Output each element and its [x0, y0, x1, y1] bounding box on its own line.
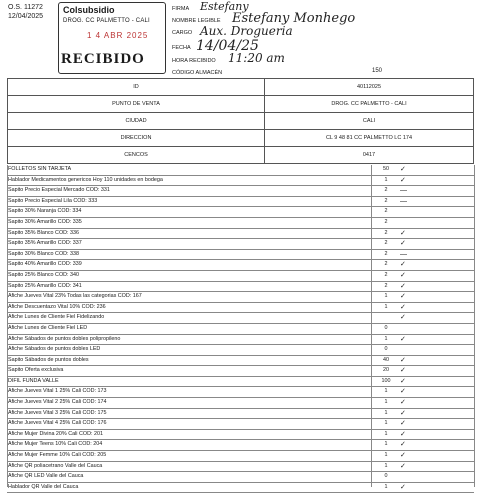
item-name: Sapito Oferta exclusiva: [8, 367, 64, 374]
firma-value: Estefany: [200, 0, 249, 13]
item-quantity: 2: [384, 197, 388, 204]
item-name: Afiche QR LED Valle del Cauca: [8, 473, 84, 480]
check-mark-icon: ✓: [400, 409, 406, 417]
item-name: Sapito 30% Blanco COD: 338: [8, 250, 80, 257]
check-mark-icon: ✓: [400, 229, 406, 237]
item-quantity: 2: [384, 218, 388, 225]
check-mark-icon: ✓: [400, 176, 406, 184]
check-mark-icon: ✓: [400, 335, 406, 343]
list-item: [7, 207, 474, 218]
reception-stamp: [58, 2, 166, 74]
table-label: CENCOS: [8, 147, 265, 164]
item-quantity: 1: [384, 303, 388, 310]
list-item: [7, 387, 474, 398]
check-mark-icon: ✓: [400, 420, 406, 428]
list-item: [7, 303, 474, 314]
item-name: Afiche Lunes de Cliente Fiel LED: [8, 324, 88, 331]
item-quantity: 50: [383, 166, 389, 172]
item-quantity: 0: [384, 324, 388, 331]
check-mark-icon: ✓: [400, 166, 406, 173]
table-row: [8, 113, 474, 130]
list-item: [7, 366, 474, 377]
hora-label: HORA RECIBIDO: [172, 58, 216, 64]
table-label: ID: [8, 79, 265, 96]
almacen-label: CÓDIGO ALMACÉN: [172, 70, 223, 76]
material-list: [7, 165, 474, 493]
item-name: Sapito Sábados de puntos dobles: [8, 356, 89, 363]
table-value: 40112025: [265, 79, 474, 96]
list-item: [7, 419, 474, 430]
item-name: Sapito Precio Especial Lila COD: 333: [8, 197, 98, 204]
item-quantity: 1: [384, 420, 388, 427]
check-mark-icon: ✓: [400, 282, 406, 290]
cargo-value: Aux. Drogueria: [200, 24, 293, 38]
list-item: [7, 250, 474, 261]
item-quantity: 1: [384, 483, 388, 490]
list-item: [7, 483, 474, 493]
list-item: [7, 409, 474, 420]
item-quantity: 100: [381, 377, 391, 384]
list-border-right: [474, 165, 475, 487]
item-name: Hablador Medicamentos genericos Hoy 110 unidades en bodega: [8, 176, 163, 183]
list-item: [7, 472, 474, 483]
list-item: [7, 292, 474, 303]
list-item: [7, 260, 474, 271]
item-name: Sapito Precio Especial Mercado COD: 331: [8, 187, 110, 194]
list-item: [7, 186, 474, 197]
check-mark-icon: ✓: [400, 261, 406, 269]
order-number: O.S. 11272: [8, 4, 43, 11]
item-name: Afiche Sábados de puntos dobles polipropileno: [8, 335, 121, 342]
item-quantity: 1: [384, 452, 388, 459]
item-name: Afiche Descuentazo Vital 10% COD: 236: [8, 303, 106, 310]
list-item: [7, 451, 474, 462]
check-mark-icon: ✓: [400, 293, 406, 301]
list-item: [7, 356, 474, 367]
check-mark-icon: —: [400, 197, 407, 205]
item-name: Afiche Mujer Teens 10% Cali COD: 204: [8, 441, 103, 448]
fecha-label: FECHA: [172, 45, 191, 51]
firma-label: FIRMA: [172, 6, 190, 12]
item-quantity: 1: [384, 430, 388, 437]
item-name: Afiche Mujer Femme 10% Cali COD: 205: [8, 452, 107, 459]
list-item: [7, 324, 474, 335]
cargo-label: CARGO: [172, 30, 193, 36]
list-item: [7, 165, 474, 176]
list-item: [7, 197, 474, 208]
check-mark-icon: ✓: [400, 462, 406, 470]
list-item: [7, 271, 474, 282]
hora-value: 11:20 am: [228, 51, 285, 65]
item-quantity: 40: [383, 356, 389, 363]
check-mark-icon: ✓: [400, 399, 406, 407]
table-label: DIRECCION: [8, 130, 265, 147]
item-quantity: 1: [384, 335, 388, 342]
item-quantity: 1: [384, 409, 388, 416]
nombre-value: Estefany Monhego: [232, 11, 356, 26]
item-quantity: 2: [384, 250, 388, 257]
item-name: Afiche Jueves Vital 23% Todas las categorias COD: 167: [8, 293, 142, 300]
check-mark-icon: —: [400, 250, 407, 258]
table-row: [8, 96, 474, 113]
table-value: CL 9 48 81 CC PALMETTO LC 174: [265, 130, 474, 147]
stamp-brand: Colsubsidio: [63, 5, 115, 15]
item-quantity: 1: [384, 388, 388, 395]
item-name: Sapito 35% Amarillo COD: 337: [8, 240, 82, 247]
item-quantity: 20: [383, 367, 389, 374]
item-quantity: 1: [384, 462, 388, 469]
list-item: [7, 345, 474, 356]
check-mark-icon: ✓: [400, 314, 406, 322]
check-mark-icon: ✓: [400, 356, 406, 364]
item-name: FOLLETOS SIN TARJETA: [8, 166, 72, 172]
item-name: Hablador QR Valle del Cauca: [8, 483, 79, 490]
table-label: PUNTO DE VENTA: [8, 96, 265, 113]
check-mark-icon: ✓: [400, 240, 406, 248]
list-item: [7, 218, 474, 229]
fecha-value: 14/04/25: [196, 38, 259, 54]
check-mark-icon: ✓: [400, 483, 406, 491]
item-name: Afiche Lunes de Cliente Fiel Fidelizando: [8, 314, 105, 321]
list-item: [7, 377, 474, 388]
item-quantity: 2: [384, 208, 388, 215]
order-date: 12/04/2025: [8, 13, 44, 20]
item-quantity: 1: [384, 293, 388, 300]
table-value: CALI: [265, 113, 474, 130]
item-name: Sapito 30% Naranja COD: 334: [8, 208, 82, 215]
item-name: Sapito 40% Amarillo COD: 339: [8, 261, 82, 268]
stamp-date: 1 4 ABR 2025: [87, 31, 149, 40]
item-name: Afiche Mujer Divina 20% Cali COD: 201: [8, 430, 103, 437]
check-mark-icon: ✓: [400, 271, 406, 279]
item-name: Sapito 25% Blanco COD: 340: [8, 271, 80, 278]
nombre-label: NOMBRE LEGIBLE: [172, 18, 221, 24]
item-quantity: 2: [384, 240, 388, 247]
list-item: [7, 398, 474, 409]
stamp-store: DROG. CC PALMETTO - CALI: [63, 18, 150, 24]
item-quantity: 2: [384, 282, 388, 289]
item-name: Afiche Sábados de puntos dobles LED: [8, 346, 101, 353]
item-quantity: 2: [384, 271, 388, 278]
item-name: DIFIL FUNDA VALLE: [8, 377, 59, 384]
item-name: Sapito 35% Blanco COD: 336: [8, 229, 80, 236]
list-item: [7, 440, 474, 451]
list-item: [7, 430, 474, 441]
item-name: Afiche Jueves Vital 2 25% Cali COD: 174: [8, 399, 107, 406]
table-value: DROG. CC PALMETTO - CALI: [265, 96, 474, 113]
store-info-table: [7, 78, 474, 164]
list-item: [7, 313, 474, 324]
item-name: Sapito 25% Amarillo COD: 341: [8, 282, 82, 289]
item-quantity: 1: [384, 441, 388, 448]
table-value: 0417: [265, 147, 474, 164]
table-row: [8, 79, 474, 96]
list-item: [7, 239, 474, 250]
item-name: Afiche Jueves Vital 3 25% Cali COD: 175: [8, 409, 107, 416]
list-item: [7, 282, 474, 293]
check-mark-icon: —: [400, 187, 407, 195]
table-label: CIUDAD: [8, 113, 265, 130]
check-mark-icon: ✓: [400, 441, 406, 449]
order-info: [8, 3, 43, 21]
list-item: [7, 462, 474, 473]
stamp-recibido: RECIBIDO: [61, 51, 145, 67]
table-row: [8, 147, 474, 164]
check-mark-icon: ✓: [400, 452, 406, 460]
check-mark-icon: ✓: [400, 430, 406, 438]
item-quantity: 0: [384, 473, 388, 480]
table-row: [8, 130, 474, 147]
list-item: [7, 176, 474, 187]
list-item: [7, 335, 474, 346]
item-name: Sapito 30% Amarillo COD: 335: [8, 218, 82, 225]
almacen-value: 150: [372, 68, 383, 74]
item-quantity: 2: [384, 187, 388, 194]
check-mark-icon: ✓: [400, 367, 406, 375]
check-mark-icon: ✓: [400, 388, 406, 396]
item-quantity: 1: [384, 399, 388, 406]
item-quantity: 0: [384, 346, 388, 353]
list-item: [7, 229, 474, 240]
item-quantity: 1: [384, 176, 388, 183]
item-quantity: 2: [384, 229, 388, 236]
check-mark-icon: ✓: [400, 303, 406, 311]
item-name: Afiche Jueves Vital 1 25% Cali COD: 173: [8, 388, 107, 395]
item-name: Afiche Jueves Vital 4 25% Cali COD: 176: [8, 420, 107, 427]
item-quantity: 2: [384, 261, 388, 268]
item-name: Afiche QR poliacetrano Valle del Cauca: [8, 462, 103, 469]
check-mark-icon: ✓: [400, 377, 406, 385]
